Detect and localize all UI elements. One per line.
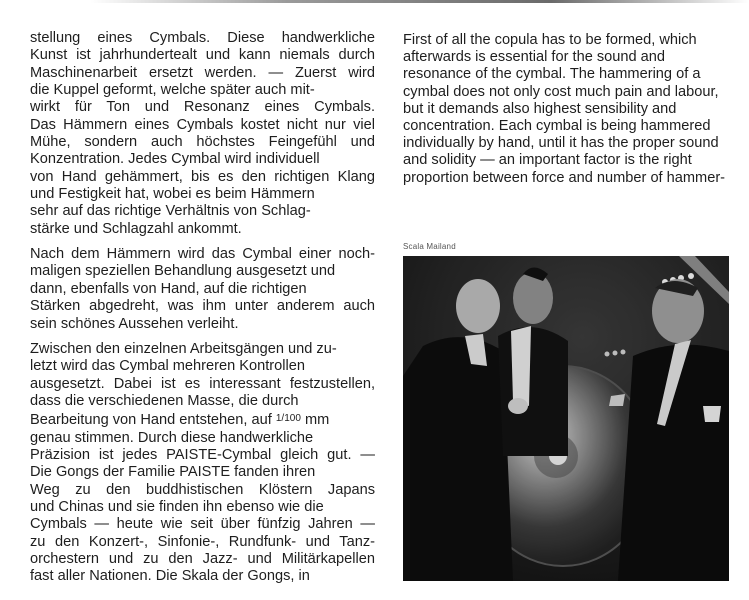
paragraph-1 — [30, 30, 375, 238]
gong-photo — [403, 256, 729, 581]
text-line: maligen speziellen Behandlung ausgesetzt und — [30, 263, 336, 280]
text-line: individually by hand, until it has the proper sound — [403, 135, 719, 152]
text-line: Maschinenarbeit ersetzt werden. — Zuerst wird — [30, 64, 375, 81]
text-line: concentration. Each cymbal is being hammered — [403, 118, 711, 135]
text-line: fast aller Nationen. Die Skala der Gongs, in — [30, 568, 310, 585]
german-text-column — [30, 30, 375, 586]
text-line: Das Hämmern eines Cymbals kostet nicht nur viel — [30, 116, 375, 133]
text-line: Nach dem Hämmern wird das Cymbal einer noch- — [30, 246, 375, 263]
text-line: orchestern und zu den Jazz- und Militärkapellen — [30, 550, 375, 567]
text-line: stellung eines Cymbals. Diese handwerkliche — [30, 30, 375, 46]
figure-caption: Scala Mailand — [403, 242, 456, 251]
text-line: und Chinas und sie finden ihn ebenso wie die — [30, 498, 324, 515]
text-line-with-fraction: Bearbeitung von Hand entstehen, auf $^{1/100}$ mm — [30, 412, 330, 429]
text-line: Die Gongs der Familie PAISTE fanden ihren — [30, 464, 316, 481]
text-line: Stärken abgedreht, was ihm unter anderem auch — [30, 298, 375, 315]
text-line: ausgesetzt. Dabei ist es interessant festzustellen, — [30, 375, 375, 392]
text-line: sein schönes Aussehen verleiht. — [30, 315, 239, 332]
text-line: and solidity — an important factor is the right — [403, 152, 692, 169]
text-line: Zwischen den einzelnen Arbeitsgängen und zu- — [30, 340, 337, 357]
fraction: 1/100 — [275, 413, 301, 425]
text-line: afterwards is essential for the sound and — [403, 49, 666, 66]
text-line: sehr auf das richtige Verhältnis von Schlag- — [30, 203, 311, 220]
page-edge-shadow — [90, 0, 749, 3]
text-line: but it demands also highest sensibility and — [403, 100, 677, 117]
text-line: Konzentration. Jedes Cymbal wird individuell — [30, 151, 320, 168]
text-line: Kunst ist jahrhundertealt und kann niemals durch — [30, 47, 375, 64]
text-line: letzt wird das Cymbal mehreren Kontrollen — [30, 358, 305, 375]
text-line: cymbal does not only cost much pain and labour, — [403, 83, 719, 100]
text-line: resonance of the cymbal. The hammering of a — [403, 66, 701, 83]
text-line: wirkt für Ton und Resonanz eines Cymbals. — [30, 99, 375, 116]
text-line: genau stimmen. Durch diese handwerkliche — [30, 429, 314, 446]
photo-illustration — [403, 256, 729, 581]
text-line: von Hand gehämmert, bis es den richtigen Klang — [30, 168, 375, 185]
text-line: Mühe, sondern auch höchstes Feingefühl und — [30, 134, 375, 151]
text-line: First of all the copula has to be formed, which — [403, 32, 697, 48]
text-line: Weg zu den buddhistischen Klöstern Japans — [30, 481, 375, 498]
text-line: dann, ebenfalls von Hand, auf die richtigen — [30, 280, 307, 297]
text-line: dass die verschiedenen Masse, die durch — [30, 392, 299, 409]
english-text-column — [403, 32, 748, 187]
paragraph-3 — [30, 341, 375, 586]
paragraph-2 — [30, 246, 375, 333]
text-line: Präzision ist jedes PAISTE-Cymbal gleich gut. — — [30, 446, 375, 463]
text-line: Cymbals — heute wie seit über fünfzig Jahren — — [30, 516, 375, 533]
text-line: proportion between force and number of hammer- — [403, 169, 726, 186]
text-line: zu den Konzert-, Sinfonie-, Rundfunk- und Tanz- — [30, 533, 375, 550]
text-line: stärke und Schlagzahl ankommt. — [30, 220, 242, 237]
text-line: die Kuppel geformt, welche später auch mit- — [30, 82, 315, 99]
text-line: und Festigkeit hat, wobei es beim Hämmern — [30, 186, 315, 203]
